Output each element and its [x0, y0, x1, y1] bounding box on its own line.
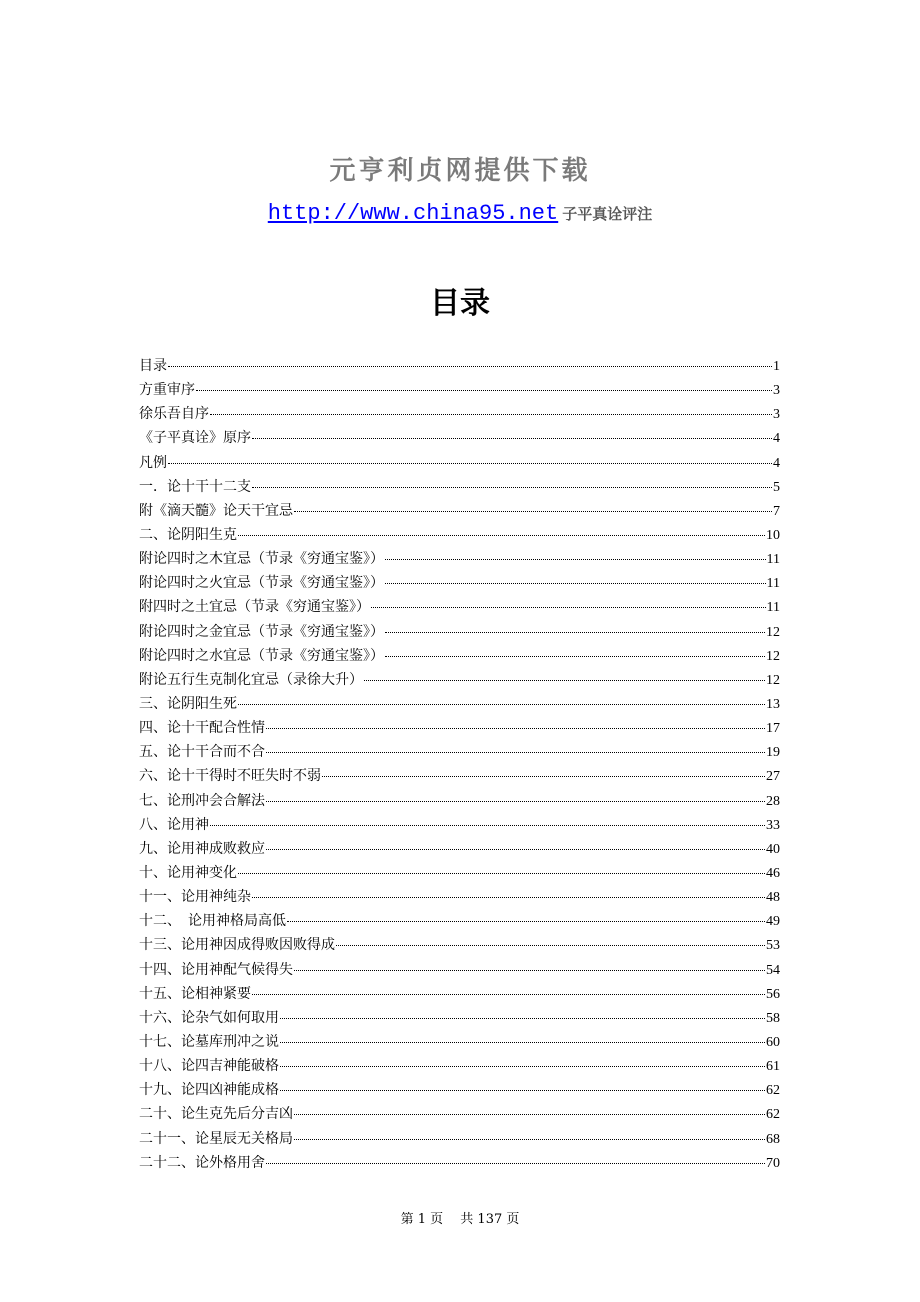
toc-entry[interactable]	[139, 861, 780, 885]
toc-entry[interactable]	[139, 475, 780, 499]
toc-entry-page-number: 58	[766, 1010, 780, 1026]
toc-dot-leader	[266, 1162, 765, 1164]
toc-entry-page-number: 12	[766, 672, 780, 688]
toc-entry-title: 《子平真诠》原序	[139, 430, 251, 447]
table-of-contents	[139, 354, 780, 1175]
toc-dot-leader	[294, 1113, 765, 1115]
toc-entry[interactable]	[139, 354, 780, 378]
toc-entry-page-number: 3	[773, 383, 780, 399]
toc-dot-leader	[336, 944, 765, 946]
toc-entry[interactable]	[139, 571, 780, 595]
toc-dot-leader	[252, 896, 765, 898]
toc-entry-page-number: 61	[766, 1059, 780, 1075]
toc-dot-leader	[385, 655, 765, 657]
toc-dot-leader	[385, 631, 765, 633]
toc-entry-page-number: 17	[766, 721, 780, 737]
toc-entry[interactable]	[139, 523, 780, 547]
toc-entry-title: 三、论阴阳生死	[139, 695, 237, 712]
toc-dot-leader	[280, 1065, 765, 1067]
toc-entry-page-number: 11	[766, 552, 780, 568]
toc-entry-page-number: 62	[766, 1107, 780, 1123]
toc-entry-page-number: 12	[766, 648, 780, 664]
toc-dot-leader	[168, 365, 772, 367]
page-footer: 第 1 页 共 137 页	[400, 1212, 520, 1227]
toc-dot-leader	[210, 824, 765, 826]
toc-entry-page-number: 62	[766, 1083, 780, 1099]
toc-entry-page-number: 28	[766, 793, 780, 809]
toc-entry-page-number: 7	[773, 503, 780, 519]
toc-entry[interactable]	[139, 692, 780, 716]
toc-entry-page-number: 10	[766, 527, 780, 543]
toc-dot-leader	[252, 993, 765, 995]
toc-dot-leader	[294, 1138, 765, 1140]
toc-entry-page-number: 54	[766, 962, 780, 978]
toc-entry-title: 附论四时之木宜忌（节录《穷通宝鉴》）	[139, 551, 384, 568]
toc-entry[interactable]	[139, 764, 780, 788]
toc-dot-leader	[280, 1017, 765, 1019]
toc-entry-page-number: 19	[766, 745, 780, 761]
toc-dot-leader	[364, 679, 765, 681]
toc-entry-page-number: 49	[766, 914, 780, 930]
toc-entry-page-number: 40	[766, 841, 780, 857]
toc-entry-title: 二十、论生克先后分吉凶	[139, 1106, 293, 1123]
toc-entry-title: 二十一、论星辰无关格局	[139, 1130, 293, 1147]
toc-entry[interactable]	[139, 499, 780, 523]
toc-dot-leader	[266, 800, 765, 802]
toc-entry-title: 附四时之土宜忌（节录《穷通宝鉴》）	[139, 599, 370, 616]
toc-dot-leader	[294, 969, 765, 971]
toc-entry[interactable]	[139, 547, 780, 571]
toc-dot-leader	[252, 437, 772, 439]
toc-entry-title: 十六、论杂气如何取用	[139, 1009, 279, 1026]
toc-entry-page-number: 4	[773, 455, 780, 471]
toc-entry[interactable]	[139, 1151, 780, 1175]
toc-entry-page-number: 1	[773, 359, 780, 374]
toc-entry[interactable]	[139, 982, 780, 1006]
toc-entry-title: 一．论十干十二支	[139, 478, 251, 495]
toc-entry-title: 凡例	[139, 454, 167, 471]
toc-entry-title: 附论四时之金宜忌（节录《穷通宝鉴》）	[139, 623, 384, 640]
toc-dot-leader	[280, 1041, 765, 1043]
toc-entry-title: 六、论十干得时不旺失时不弱	[139, 768, 321, 785]
toc-entry[interactable]	[139, 1127, 780, 1151]
toc-entry[interactable]	[139, 1054, 780, 1078]
toc-entry[interactable]	[139, 1102, 780, 1126]
toc-dot-leader	[371, 606, 766, 608]
toc-entry-title: 十一、论用神纯杂	[139, 889, 251, 906]
toc-heading: 目录	[430, 286, 490, 321]
toc-entry-title: 十三、论用神因成得败因败得成	[139, 937, 335, 954]
toc-entry-title: 方重审序	[139, 382, 195, 399]
toc-entry[interactable]	[139, 1030, 780, 1054]
toc-dot-leader	[210, 413, 772, 415]
toc-entry[interactable]	[139, 1078, 780, 1102]
toc-entry-title: 二十二、论外格用舍	[139, 1154, 265, 1171]
toc-entry-page-number: 70	[766, 1155, 780, 1171]
toc-entry-title: 徐乐吾自序	[139, 406, 209, 423]
toc-entry-title: 附论四时之水宜忌（节录《穷通宝鉴》）	[139, 647, 384, 664]
header-link-line	[0, 201, 920, 226]
toc-entry[interactable]	[139, 909, 780, 933]
toc-entry-title: 二、论阴阳生克	[139, 526, 237, 543]
toc-entry[interactable]	[139, 402, 780, 426]
toc-entry-title: 附论四时之火宜忌（节录《穷通宝鉴》）	[139, 575, 384, 592]
toc-entry[interactable]	[139, 885, 780, 909]
toc-dot-leader	[287, 920, 765, 922]
toc-entry-title: 八、论用神	[139, 816, 209, 833]
toc-entry-page-number: 48	[766, 890, 780, 906]
toc-entry-title: 十八、论四吉神能破格	[139, 1058, 279, 1075]
toc-entry-page-number: 60	[766, 1034, 780, 1050]
toc-entry-page-number: 3	[773, 407, 780, 423]
toc-entry[interactable]	[139, 933, 780, 957]
toc-entry-page-number: 46	[766, 865, 780, 881]
toc-dot-leader	[266, 727, 765, 729]
toc-entry-page-number: 12	[766, 624, 780, 640]
toc-entry[interactable]	[139, 378, 780, 402]
toc-entry[interactable]	[139, 958, 780, 982]
toc-entry[interactable]	[139, 716, 780, 740]
toc-entry-page-number: 56	[766, 986, 780, 1002]
toc-entry-page-number: 53	[766, 938, 780, 954]
toc-entry-title: 十九、论四凶神能成格	[139, 1082, 279, 1099]
toc-dot-leader	[322, 775, 765, 777]
toc-dot-leader	[385, 558, 766, 560]
toc-dot-leader	[266, 848, 765, 850]
toc-entry-page-number: 11	[766, 576, 780, 592]
toc-entry-title: 四、论十干配合性情	[139, 720, 265, 737]
toc-dot-leader	[238, 703, 765, 705]
toc-entry-title: 五、论十干合而不合	[139, 744, 265, 761]
toc-entry-title: 目录	[139, 358, 167, 374]
toc-entry-page-number: 11	[766, 600, 780, 616]
toc-entry[interactable]	[139, 451, 780, 475]
toc-entry-title: 九、论用神成败救应	[139, 840, 265, 857]
toc-entry-title: 十二、 论用神格局高低	[139, 913, 286, 930]
site-title: 元亨利贞网提供下载	[329, 156, 591, 186]
toc-dot-leader	[238, 872, 765, 874]
toc-dot-leader	[294, 510, 772, 512]
toc-entry[interactable]	[139, 595, 780, 619]
toc-entry[interactable]	[139, 620, 780, 644]
toc-entry[interactable]	[139, 740, 780, 764]
toc-entry-title: 十、论用神变化	[139, 864, 237, 881]
toc-dot-leader	[280, 1089, 765, 1091]
toc-entry[interactable]	[139, 813, 780, 837]
toc-entry-title: 附论五行生克制化宜忌（录徐大升）	[139, 671, 363, 688]
toc-entry[interactable]	[139, 668, 780, 692]
toc-entry-title: 十五、论相神紧要	[139, 985, 251, 1002]
toc-dot-leader	[196, 389, 772, 391]
toc-entry-title: 十四、论用神配气候得失	[139, 961, 293, 978]
toc-entry[interactable]	[139, 789, 780, 813]
toc-dot-leader	[168, 462, 772, 464]
toc-dot-leader	[266, 751, 765, 753]
website-link[interactable]: http://www.china95.net	[267, 201, 559, 226]
toc-entry-page-number: 33	[766, 817, 780, 833]
toc-entry[interactable]	[139, 644, 780, 668]
toc-entry[interactable]	[139, 1006, 780, 1030]
toc-entry-page-number: 27	[766, 769, 780, 785]
toc-entry-page-number: 5	[773, 479, 780, 495]
book-subtitle: 子平真诠评注	[562, 205, 653, 223]
toc-entry[interactable]	[139, 837, 780, 861]
toc-entry-title: 七、论刑冲会合解法	[139, 792, 265, 809]
toc-dot-leader	[238, 534, 765, 536]
toc-entry-page-number: 4	[773, 431, 780, 447]
toc-entry-page-number: 13	[766, 696, 780, 712]
toc-entry-title: 十七、论墓库刑冲之说	[139, 1033, 279, 1050]
toc-entry[interactable]	[139, 426, 780, 450]
toc-dot-leader	[252, 486, 772, 488]
toc-dot-leader	[385, 582, 766, 584]
toc-entry-title: 附《滴天髓》论天干宜忌	[139, 502, 293, 519]
toc-entry-page-number: 68	[766, 1131, 780, 1147]
